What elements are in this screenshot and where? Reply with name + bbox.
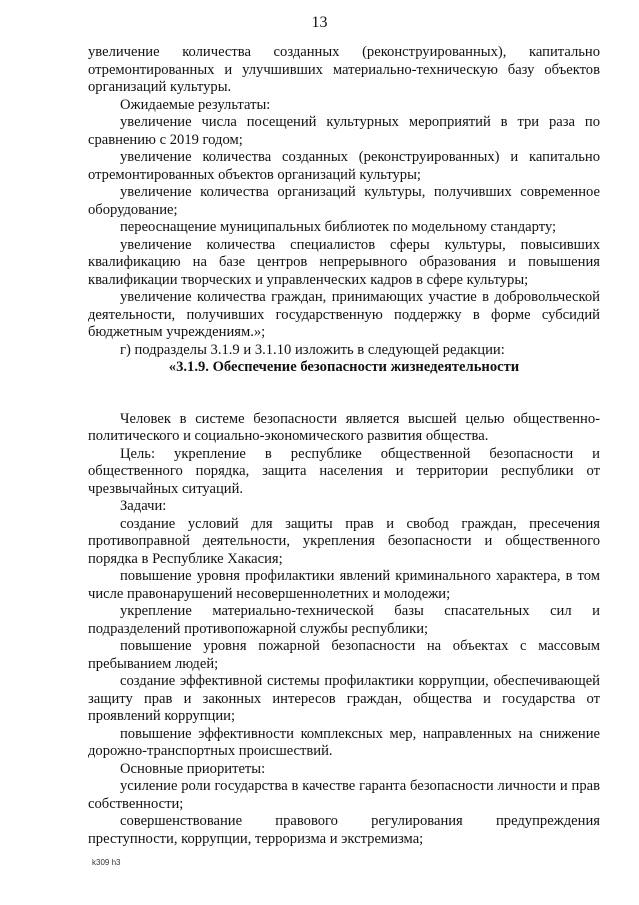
section-heading: «3.1.9. Обеспечение безопасности жизнедеятельности: [168, 359, 520, 375]
section-paragraph: Человек в системе безопасности является высшей целью общественно-политического и социально-экономического развития общества.: [88, 410, 600, 444]
section-paragraph: совершенствование правового регулирования предупреждения преступности, коррупции, терроризма и экстремизма;: [88, 813, 600, 847]
paragraph: Ожидаемые результаты:: [120, 96, 271, 113]
section-paragraph: Цель: укрепление в республике общественной безопасности и общественного порядка, защита населения и территории республики от чрезвычайных ситуаций.: [88, 445, 600, 497]
paragraph: увеличение количества специалистов сферы культуры, повысивших квалификацию на базе центров непрерывного образования и повышения квалификации творческих и управленческих кадров в сфере культуры;: [88, 236, 600, 288]
section-paragraph: повышение уровня пожарной безопасности на объектах с массовым пребыванием людей;: [88, 638, 600, 672]
paragraph: переоснащение муниципальных библиотек по модельному стандарту;: [120, 219, 557, 235]
section-paragraph: усиление роли государства в качестве гаранта безопасности личности и прав собственности;: [88, 778, 600, 812]
paragraph: увеличение числа посещений культурных мероприятий в три раза по сравнению с 2019 годом;: [88, 114, 600, 148]
section-paragraph: Задачи:: [120, 498, 167, 514]
footer-document-code: k309 h3: [92, 858, 121, 867]
section-paragraph: повышение эффективности комплексных мер, направленных на снижение дорожно-транспортных происшествий.: [88, 725, 600, 759]
section-paragraph: укрепление материально-технической базы спасательных сил и подразделений противопожарной службы республики;: [88, 603, 600, 637]
section-paragraph: повышение уровня профилактики явлений криминального характера, в том числе правонарушений несовершеннолетних и молодежи;: [88, 568, 600, 602]
paragraph: увеличение количества созданных (реконструированных) и капитально отремонтированных объектов организаций культуры;: [88, 149, 600, 183]
paragraph: увеличение количества граждан, принимающих участие в добровольческой деятельности, получивших государственную поддержку в форме субсидий бюджетным учреждениям.»;: [88, 289, 600, 340]
page-number: 13: [311, 14, 328, 31]
section-paragraph: Основные приоритеты:: [120, 760, 266, 777]
paragraph-continuation: увеличение количества созданных (реконструированных), капитально отремонтированных и улучшивших материально-техническую базу объектов организаций культуры.: [88, 44, 600, 95]
paragraph: г) подразделы 3.1.9 и 3.1.10 изложить в следующей редакции:: [120, 341, 505, 358]
section-paragraph: создание условий для защиты прав и свобод граждан, пресечения противоправной деятельности, укрепления безопасности и общественного порядка в Республике Хакасия;: [88, 515, 600, 567]
section-paragraph: создание эффективной системы профилактики коррупции, обеспечивающей защиту прав и законных интересов граждан, общества и государства от проявлений коррупции;: [88, 673, 600, 724]
paragraph: увеличение количества организаций культуры, получивших современное оборудование;: [88, 184, 600, 218]
document-body: [88, 44, 600, 848]
